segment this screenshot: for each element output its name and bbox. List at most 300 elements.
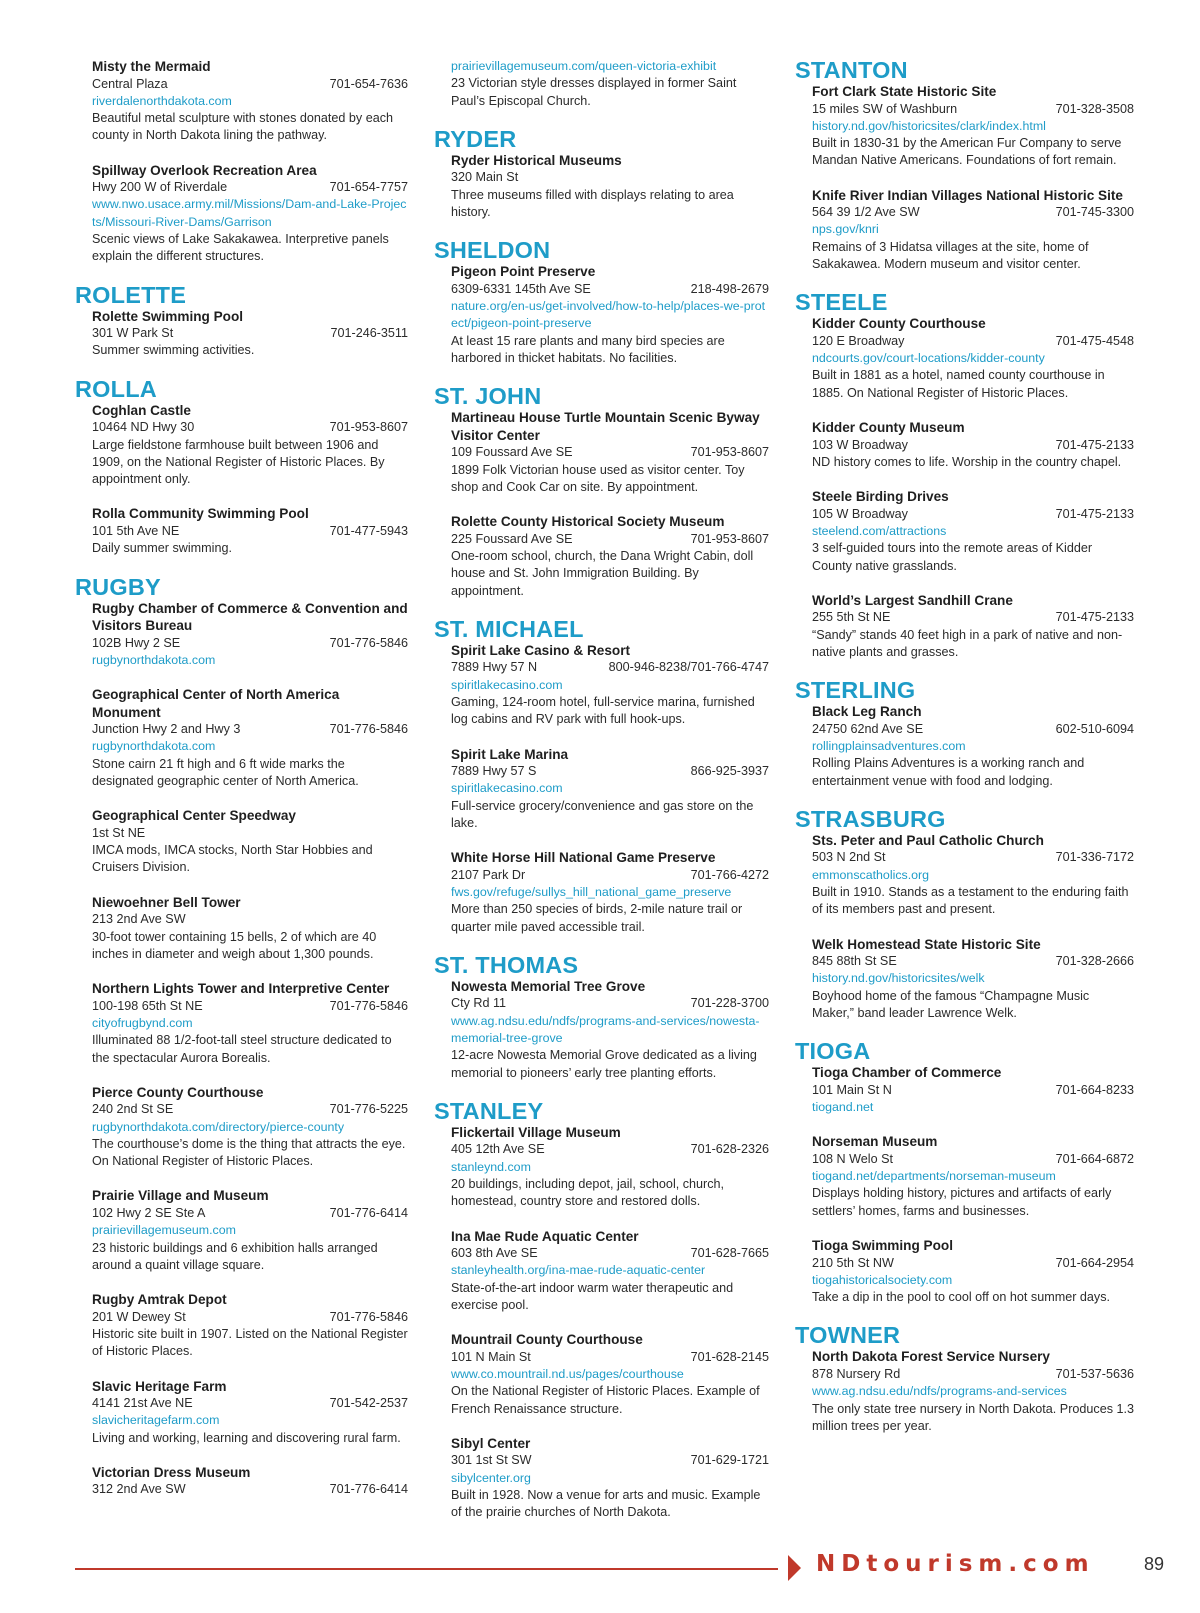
listing-url-link[interactable]: www.ag.ndsu.edu/ndfs/programs-and-services/nowesta-memorial-tree-grove xyxy=(451,1013,760,1045)
listing-description: ND history comes to life. Worship in the country chapel. xyxy=(812,454,1122,469)
listing-url-link[interactable]: tiogahistoricalsociety.com xyxy=(812,1272,953,1287)
listing-description: Boyhood home of the famous “Champagne Music Maker,” band leader Lawrence Welk. xyxy=(812,988,1090,1020)
listing-entry xyxy=(92,402,408,489)
city-heading: TIOGA xyxy=(795,1038,871,1065)
address-phone-row xyxy=(92,825,408,842)
listing-phone: 218-498-2679 xyxy=(690,281,769,296)
listing-url-link[interactable]: riverdalenorthdakota.com xyxy=(92,93,232,108)
listing-entry xyxy=(451,263,769,367)
listing-address: Junction Hwy 2 and Hwy 3 xyxy=(92,722,241,737)
address-phone-row xyxy=(451,659,769,676)
listing-description: Gaming, 124-room hotel, full-service marina, furnished log cabins and RV park with full hook-ups. xyxy=(451,694,755,727)
listing-entry xyxy=(92,807,408,876)
city-heading: ST. MICHAEL xyxy=(434,615,584,642)
listing-address: 1st St NE xyxy=(92,825,146,840)
listing-phone: 701-776-5846 xyxy=(329,635,408,650)
listing-name: Pierce County Courthouse xyxy=(92,1084,264,1100)
listing-name: Mountrail County Courthouse xyxy=(451,1332,643,1348)
listing-address: 102 Hwy 2 SE Ste A xyxy=(92,1205,206,1220)
listing-url-link[interactable]: cityofrugbynd.com xyxy=(92,1015,193,1030)
page-number: 89 xyxy=(1144,1554,1165,1574)
listing-description: “Sandy” stands 40 feet high in a park of native and non-native plants and grasses. xyxy=(812,627,1123,659)
listing-address: 7889 Hwy 57 N xyxy=(451,660,538,675)
address-phone-row xyxy=(451,281,769,298)
listing-description: Three museums filled with displays relating to area history. xyxy=(451,187,734,219)
listing-name: Niewoehner Bell Tower xyxy=(92,894,241,910)
listing-entry xyxy=(92,1187,408,1274)
listing-entry xyxy=(451,1435,769,1522)
address-phone-row xyxy=(451,995,769,1012)
listing-description: Built in 1830-31 by the American Fur Company to serve Mandan Native Americans. Foundations of fort remain. xyxy=(812,136,1122,168)
listing-entry xyxy=(451,152,769,221)
address-phone-row xyxy=(92,1309,408,1326)
listing-entry xyxy=(92,308,408,360)
listing-url-link[interactable]: nature.org/en-us/get-involved/how-to-help/places-we-protect/pigeon-point-preserve xyxy=(451,299,766,331)
city-section xyxy=(451,58,769,110)
listing-name: Pigeon Point Preserve xyxy=(451,264,596,280)
listing-name: Martineau House Turtle Mountain Scenic Byway Visitor Center xyxy=(451,410,760,443)
listing-phone: 701-776-6414 xyxy=(329,1482,408,1497)
address-phone-row xyxy=(451,1245,769,1262)
listing-url-link[interactable]: rugbynorthdakota.com xyxy=(92,652,216,667)
city-heading: TOWNER xyxy=(795,1322,901,1349)
listing-address: 102B Hwy 2 SE xyxy=(92,635,181,650)
listing-name: Slavic Heritage Farm xyxy=(92,1378,227,1394)
listing-url-link[interactable]: stanleyhealth.org/ina-mae-rude-aquatic-center xyxy=(451,1263,706,1278)
listing-description: Displays holding history, pictures and artifacts of early settlers’ homes, farms and businesses. xyxy=(812,1186,1112,1218)
listing-name: Knife River Indian Villages National Historic Site xyxy=(812,187,1123,203)
address-phone-row xyxy=(812,1082,1134,1099)
listing-url-link[interactable]: www.nwo.usace.army.mil/Missions/Dam-and-Lake-Projects/Missouri-River-Dams/Garrison xyxy=(92,197,407,229)
address-phone-row xyxy=(92,179,408,196)
listing-name: Ryder Historical Museums xyxy=(451,152,622,168)
listing-phone: 701-776-5846 xyxy=(329,998,408,1013)
listing-entry xyxy=(451,1331,769,1418)
listing-name: Fort Clark State Historic Site xyxy=(812,84,997,99)
listing-name: Rolla Community Swimming Pool xyxy=(92,506,309,522)
listing-description: The courthouse’s dome is the thing that attracts the eye. On National Register of Historic Places. xyxy=(92,1136,406,1169)
listing-url-link[interactable]: spiritlakecasino.com xyxy=(451,677,563,692)
listing-name: Victorian Dress Museum xyxy=(92,1464,251,1480)
listing-address: 2107 Park Dr xyxy=(451,867,526,882)
footer-arrow-icon xyxy=(788,1555,801,1581)
city-section xyxy=(795,289,1134,661)
listing-address: 255 5th St NE xyxy=(812,610,891,625)
city-heading: ROLETTE xyxy=(75,281,187,308)
listing-phone: 701-654-7757 xyxy=(329,180,408,195)
listing-address: 6309-6331 145th Ave SE xyxy=(451,281,591,296)
listing-url-link[interactable]: tiogand.net xyxy=(812,1100,874,1115)
city-section xyxy=(795,57,1134,273)
listing-url-link[interactable]: ndcourts.gov/court-locations/kidder-county xyxy=(812,351,1045,366)
listing-phone: 701-664-2954 xyxy=(1055,1255,1134,1270)
listing-entry xyxy=(451,409,769,496)
address-phone-row xyxy=(451,444,769,461)
listing-phone: 701-628-2326 xyxy=(690,1142,769,1157)
listing-address: 240 2nd St SE xyxy=(92,1102,174,1117)
city-heading: STERLING xyxy=(795,677,916,704)
address-phone-row xyxy=(812,1151,1134,1168)
listing-description: State-of-the-art indoor warm water therapeutic and exercise pool. xyxy=(451,1280,734,1312)
listing-phone: 701-336-7172 xyxy=(1055,850,1134,865)
city-section xyxy=(434,951,769,1082)
listing-description: 1899 Folk Victorian house used as visitor center. Toy shop and Cook Car on site. By appointment. xyxy=(451,462,745,494)
listing-phone: 701-776-6414 xyxy=(329,1205,408,1220)
listing-entry xyxy=(451,58,769,110)
listing-description: Built in 1910. Stands as a testament to the enduring faith of its members past and present. xyxy=(812,885,1129,917)
city-heading: STEELE xyxy=(795,289,888,316)
address-phone-row xyxy=(451,1141,769,1158)
listing-url-link[interactable]: www.co.mountrail.nd.us/pages/courthouse xyxy=(451,1367,684,1382)
listing-address: 105 W Broadway xyxy=(812,506,908,521)
address-phone-row xyxy=(92,523,408,540)
listing-address: Cty Rd 11 xyxy=(451,996,507,1011)
city-section xyxy=(75,375,408,558)
listing-address: 4141 21st Ave NE xyxy=(92,1396,193,1411)
listing-address: 301 W Park St xyxy=(92,326,174,341)
listing-entry xyxy=(92,686,408,790)
listing-address: 845 88th St SE xyxy=(812,954,897,969)
footer-rule xyxy=(75,1568,778,1570)
listing-address: 564 39 1/2 Ave SW xyxy=(812,205,920,220)
listing-url-link[interactable]: rollingplainsadventures.com xyxy=(812,739,966,754)
listing-phone: 701-766-4272 xyxy=(690,867,769,882)
listing-phone: 701-628-2145 xyxy=(690,1349,769,1364)
address-phone-row xyxy=(92,1395,408,1412)
listing-entry xyxy=(451,978,769,1082)
listing-name: Spirit Lake Casino & Resort xyxy=(451,642,631,658)
listing-description: Large fieldstone farmhouse built between 1906 and 1909, on the National Register of Historic Places. By appointment only. xyxy=(92,437,385,487)
listing-name: Spirit Lake Marina xyxy=(451,746,569,762)
city-section xyxy=(75,573,408,1499)
listing-description: 23 historic buildings and 6 exhibition halls arranged around a quaint village square. xyxy=(92,1240,378,1272)
listing-phone: 701-628-7665 xyxy=(690,1246,769,1261)
listing-name: Sibyl Center xyxy=(451,1435,531,1451)
listing-name: North Dakota Forest Service Nursery xyxy=(812,1349,1050,1365)
listing-name: Black Leg Ranch xyxy=(812,704,922,720)
address-phone-row xyxy=(451,1452,769,1469)
listing-address: 503 N 2nd St xyxy=(812,850,886,865)
listing-phone: 701-654-7636 xyxy=(329,76,408,91)
city-heading: STRASBURG xyxy=(795,805,946,832)
listing-name: Welk Homestead State Historic Site xyxy=(812,936,1041,952)
listing-description: Stone cairn 21 ft high and 6 ft wide marks the designated geographic center of North America. xyxy=(92,756,359,789)
listing-phone: 866-925-3937 xyxy=(690,764,769,779)
listing-description: Full-service grocery/convenience and gas store on the lake. xyxy=(451,798,754,830)
listing-description: Rolling Plains Adventures is a working ranch and entertainment venue with food and lodging. xyxy=(812,756,1085,788)
address-phone-row xyxy=(451,531,769,548)
address-phone-row xyxy=(812,953,1134,970)
listing-phone: 701-475-2133 xyxy=(1055,610,1134,625)
listing-entry xyxy=(812,83,1134,170)
listing-entry xyxy=(812,419,1134,471)
city-heading: RYDER xyxy=(434,125,517,152)
listing-name: Norseman Museum xyxy=(812,1134,938,1150)
column-right xyxy=(795,57,1135,1452)
listing-address: 101 5th Ave NE xyxy=(92,523,180,538)
listing-phone: 800-946-8238/701-766-4747 xyxy=(608,660,769,675)
listing-phone: 701-477-5943 xyxy=(329,523,408,538)
listing-description: 23 Victorian style dresses displayed in former Saint Paul’s Episcopal Church. xyxy=(451,76,737,108)
city-section xyxy=(795,677,1134,790)
listing-address: 210 5th St NW xyxy=(812,1255,894,1270)
address-phone-row xyxy=(812,506,1134,523)
listing-name: Rugby Chamber of Commerce & Convention and Visitors Bureau xyxy=(92,600,408,634)
listing-phone: 701-542-2537 xyxy=(329,1396,408,1411)
listing-entry xyxy=(451,513,769,600)
listing-url-link[interactable]: prairievillagemuseum.com/queen-victoria-exhibit xyxy=(451,59,717,73)
listing-name: Ina Mae Rude Aquatic Center xyxy=(451,1228,639,1244)
listing-entry xyxy=(92,162,408,266)
listing-phone: 701-664-8233 xyxy=(1055,1082,1134,1097)
listing-name: Rolette Swimming Pool xyxy=(92,308,244,324)
listing-name: Kidder County Courthouse xyxy=(812,316,986,332)
listing-address: 15 miles SW of Washburn xyxy=(812,101,958,116)
address-phone-row xyxy=(812,101,1134,118)
listing-phone: 701-953-8607 xyxy=(690,531,769,546)
listing-description: Built in 1928. Now a venue for arts and music. Example of the prairie churches of North Dakota. xyxy=(451,1488,761,1520)
address-phone-row xyxy=(451,867,769,884)
listing-entry xyxy=(451,642,769,729)
address-phone-row xyxy=(812,1255,1134,1272)
listing-entry xyxy=(812,1064,1134,1116)
listing-description: 12-acre Nowesta Memorial Grove dedicated as a living memorial to pioneers’ early tree planting efforts. xyxy=(451,1048,757,1080)
listing-url-link[interactable]: history.nd.gov/historicsites/welk xyxy=(812,971,985,986)
listing-description: Illuminated 88 1/2-foot-tall steel structure dedicated to the spectacular Aurora Borealis. xyxy=(92,1033,392,1065)
address-phone-row xyxy=(451,763,769,780)
address-phone-row xyxy=(812,333,1134,350)
city-section xyxy=(795,1038,1134,1306)
address-phone-row xyxy=(812,1366,1134,1383)
listing-address: 225 Foussard Ave SE xyxy=(451,531,573,546)
listing-address: 100-198 65th St NE xyxy=(92,998,203,1013)
city-heading: RUGBY xyxy=(75,573,161,600)
listing-description: Scenic views of Lake Sakakawea. Interpretive panels explain the different structures. xyxy=(92,232,389,264)
listing-address: 24750 62nd Ave SE xyxy=(812,721,924,736)
listing-address: Central Plaza xyxy=(92,76,168,91)
city-section xyxy=(434,615,769,936)
listing-name: Coghlan Castle xyxy=(92,402,191,418)
listing-name: Nowesta Memorial Tree Grove xyxy=(451,978,646,994)
address-phone-row xyxy=(92,1101,408,1118)
listing-entry xyxy=(92,600,408,670)
listing-phone: 701-328-3508 xyxy=(1055,101,1134,116)
address-phone-row xyxy=(92,419,408,436)
listing-name: Rolette County Historical Society Museum xyxy=(451,514,725,530)
listing-entry xyxy=(812,936,1134,1023)
listing-name: Northern Lights Tower and Interpretive Center xyxy=(92,981,390,997)
listing-entry xyxy=(812,187,1134,274)
listing-description: Summer swimming activities. xyxy=(92,343,255,358)
listing-entry xyxy=(812,1348,1134,1435)
listing-address: 101 N Main St xyxy=(451,1349,531,1364)
listing-name: Misty the Mermaid xyxy=(92,59,211,74)
address-phone-row xyxy=(812,437,1134,454)
listing-url-link[interactable]: stanleynd.com xyxy=(451,1159,531,1174)
listing-name: Spillway Overlook Recreation Area xyxy=(92,162,317,178)
listing-address: Hwy 200 W of Riverdale xyxy=(92,180,228,195)
listing-entry xyxy=(92,58,408,145)
listing-description: Remains of 3 Hidatsa villages at the site, home of Sakakawea. Modern museum and visitor center. xyxy=(812,239,1089,272)
listing-url-link[interactable]: emmonscatholics.org xyxy=(812,867,930,882)
listing-description: 30-foot tower containing 15 bells, 2 of which are 40 inches in diameter and weigh about 1,300 pounds. xyxy=(92,929,377,961)
listing-entry xyxy=(812,1237,1134,1306)
city-section xyxy=(434,1097,769,1522)
column-middle xyxy=(434,58,769,1539)
listing-description: On the National Register of Historic Places. Example of French Renaissance structure. xyxy=(451,1384,760,1416)
listing-name: Prairie Village and Museum xyxy=(92,1188,269,1204)
listing-phone: 701-776-5225 xyxy=(329,1102,408,1117)
listing-description: Historic site built in 1907. Listed on the National Register of Historic Places. xyxy=(92,1326,408,1359)
listing-description: One-room school, church, the Dana Wright Cabin, doll house and St. John Immigration Building. By appointment. xyxy=(451,548,754,598)
listing-entry xyxy=(451,746,769,833)
listing-url-link[interactable]: www.ag.ndsu.edu/ndfs/programs-and-services xyxy=(812,1384,1067,1399)
listing-url-link[interactable]: sibylcenter.org xyxy=(451,1470,531,1485)
listing-entry xyxy=(92,1291,408,1360)
listing-url-link[interactable]: nps.gov/knri xyxy=(812,222,879,237)
listing-url-link[interactable]: tiogand.net/departments/norseman-museum xyxy=(812,1169,1056,1184)
listing-description: IMCA mods, IMCA stocks, North Star Hobbies and Cruisers Division. xyxy=(92,843,373,875)
listing-phone: 701-664-6872 xyxy=(1055,1151,1134,1166)
address-phone-row xyxy=(451,169,769,186)
address-phone-row xyxy=(92,998,408,1015)
address-phone-row xyxy=(92,635,408,652)
listing-description: 3 self-guided tours into the remote areas of Kidder County native grasslands. xyxy=(812,541,1093,573)
address-phone-row xyxy=(92,76,408,93)
listing-phone: 701-776-5846 xyxy=(329,722,408,737)
listing-entry xyxy=(812,1133,1134,1220)
city-section xyxy=(795,805,1134,1022)
listing-name: Steele Birding Drives xyxy=(812,489,949,505)
listing-phone: 701-776-5846 xyxy=(329,1309,408,1324)
listing-entry xyxy=(92,894,408,963)
listing-address: 108 N Welo St xyxy=(812,1151,893,1166)
listing-address: 603 8th Ave SE xyxy=(451,1246,538,1261)
listing-address: 405 12th Ave SE xyxy=(451,1142,545,1157)
listing-name: Rugby Amtrak Depot xyxy=(92,1292,227,1308)
listing-phone: 602-510-6094 xyxy=(1055,721,1134,736)
listing-phone: 701-745-3300 xyxy=(1055,205,1134,220)
listing-phone: 701-246-3511 xyxy=(330,326,408,341)
city-section xyxy=(75,281,408,360)
listing-url-link[interactable]: prairievillagemuseum.com xyxy=(92,1223,236,1238)
listing-address: 878 Nursery Rd xyxy=(812,1366,901,1381)
listing-url-link[interactable]: rugbynorthdakota.com xyxy=(92,739,216,754)
listing-url-link[interactable]: steelend.com/attractions xyxy=(812,523,947,538)
listing-phone: 701-953-8607 xyxy=(690,445,769,460)
listing-phone: 701-953-8607 xyxy=(329,420,408,435)
address-phone-row xyxy=(92,1205,408,1222)
listing-phone: 701-228-3700 xyxy=(690,996,769,1011)
listing-address: 7889 Hwy 57 S xyxy=(451,764,537,779)
listing-phone: 701-475-2133 xyxy=(1055,506,1134,521)
listing-url-link[interactable]: history.nd.gov/historicsites/clark/index.html xyxy=(812,118,1046,133)
address-phone-row xyxy=(812,849,1134,866)
address-phone-row xyxy=(92,911,408,928)
listing-url-link[interactable]: rugbynorthdakota.com/directory/pierce-county xyxy=(92,1119,345,1134)
listing-phone: 701-537-5636 xyxy=(1055,1366,1134,1381)
listing-address: 101 Main St N xyxy=(812,1082,892,1097)
listing-entry xyxy=(92,1378,408,1447)
listing-name: Flickertail Village Museum xyxy=(451,1124,621,1140)
city-heading: ROLLA xyxy=(75,375,157,402)
address-phone-row xyxy=(812,609,1134,626)
listing-name: World’s Largest Sandhill Crane xyxy=(812,592,1013,608)
city-section xyxy=(434,383,769,600)
city-heading: SHELDON xyxy=(434,237,551,264)
listing-description: Take a dip in the pool to cool off on hot summer days. xyxy=(812,1290,1110,1305)
listing-entry xyxy=(451,849,769,936)
listing-entry xyxy=(92,1464,408,1499)
listing-entry xyxy=(812,832,1134,919)
listing-address: 213 2nd Ave SW xyxy=(92,912,186,927)
listing-entry xyxy=(92,980,408,1067)
city-section xyxy=(92,58,408,266)
city-heading: ST. THOMAS xyxy=(434,951,579,978)
listing-address: 312 2nd Ave SW xyxy=(92,1482,186,1497)
listing-address: 103 W Broadway xyxy=(812,437,908,452)
listing-name: Tioga Chamber of Commerce xyxy=(812,1065,1002,1081)
listing-url-link[interactable]: slavicheritagefarm.com xyxy=(92,1413,220,1428)
address-phone-row xyxy=(92,1481,408,1498)
listing-address: 320 Main St xyxy=(451,170,519,185)
listing-description: More than 250 species of birds, 2-mile nature trail or quarter mile paved accessible trail. xyxy=(451,902,743,934)
listing-description: Beautiful metal sculpture with stones donated by each county in North Dakota lining the pathway. xyxy=(92,111,394,143)
listing-name: Geographical Center of North America Monument xyxy=(92,687,340,720)
listing-entry xyxy=(92,1084,408,1171)
address-phone-row xyxy=(451,1349,769,1366)
listing-entry xyxy=(812,592,1134,661)
footer-site-name[interactable]: NDtourism.com xyxy=(816,1551,1095,1577)
listing-address: 109 Foussard Ave SE xyxy=(451,445,573,460)
listing-description: 20 buildings, including depot, jail, school, church, homestead, country store and restored dolls. xyxy=(451,1176,725,1209)
listing-url-link[interactable]: fws.gov/refuge/sullys_hill_national_game_preserve xyxy=(451,885,732,900)
city-heading: ST. JOHN xyxy=(434,383,542,410)
city-section xyxy=(434,125,769,221)
listing-description: Built in 1881 as a hotel, named county courthouse in 1885. On National Register of Historic Places. xyxy=(812,368,1105,400)
listing-address: 201 W Dewey St xyxy=(92,1309,186,1324)
listing-entry xyxy=(451,1228,769,1315)
listing-entry xyxy=(812,488,1134,575)
listing-name: Sts. Peter and Paul Catholic Church xyxy=(812,832,1044,848)
listing-phone: 701-475-2133 xyxy=(1055,437,1134,452)
listing-description: At least 15 rare plants and many bird species are harbored in thicket habitats. No facilities. xyxy=(451,333,725,365)
listing-phone: 701-475-4548 xyxy=(1055,333,1134,348)
listing-name: Kidder County Museum xyxy=(812,420,965,436)
city-heading: STANTON xyxy=(795,57,908,83)
listing-name: White Horse Hill National Game Preserve xyxy=(451,850,716,866)
listing-address: 10464 ND Hwy 30 xyxy=(92,420,195,435)
city-section xyxy=(795,1322,1135,1435)
listing-description: The only state tree nursery in North Dakota. Produces 1.3 million trees per year. xyxy=(812,1401,1135,1433)
listing-entry xyxy=(92,505,408,557)
listing-url-link[interactable]: spiritlakecasino.com xyxy=(451,781,563,796)
address-phone-row xyxy=(812,721,1134,738)
listing-address: 301 1st St SW xyxy=(451,1453,532,1468)
city-heading: STANLEY xyxy=(434,1097,544,1124)
listing-phone: 701-629-1721 xyxy=(690,1453,769,1468)
listing-phone: 701-328-2666 xyxy=(1055,954,1134,969)
listing-entry xyxy=(451,1124,769,1211)
listing-description: Living and working, learning and discovering rural farm. xyxy=(92,1430,401,1445)
listing-name: Geographical Center Speedway xyxy=(92,808,296,824)
listing-entry xyxy=(812,315,1134,402)
column-left xyxy=(75,58,408,1516)
address-phone-row xyxy=(812,204,1134,221)
listing-description: Daily summer swimming. xyxy=(92,541,232,556)
listing-name: Tioga Swimming Pool xyxy=(812,1238,953,1254)
address-phone-row xyxy=(92,325,408,342)
